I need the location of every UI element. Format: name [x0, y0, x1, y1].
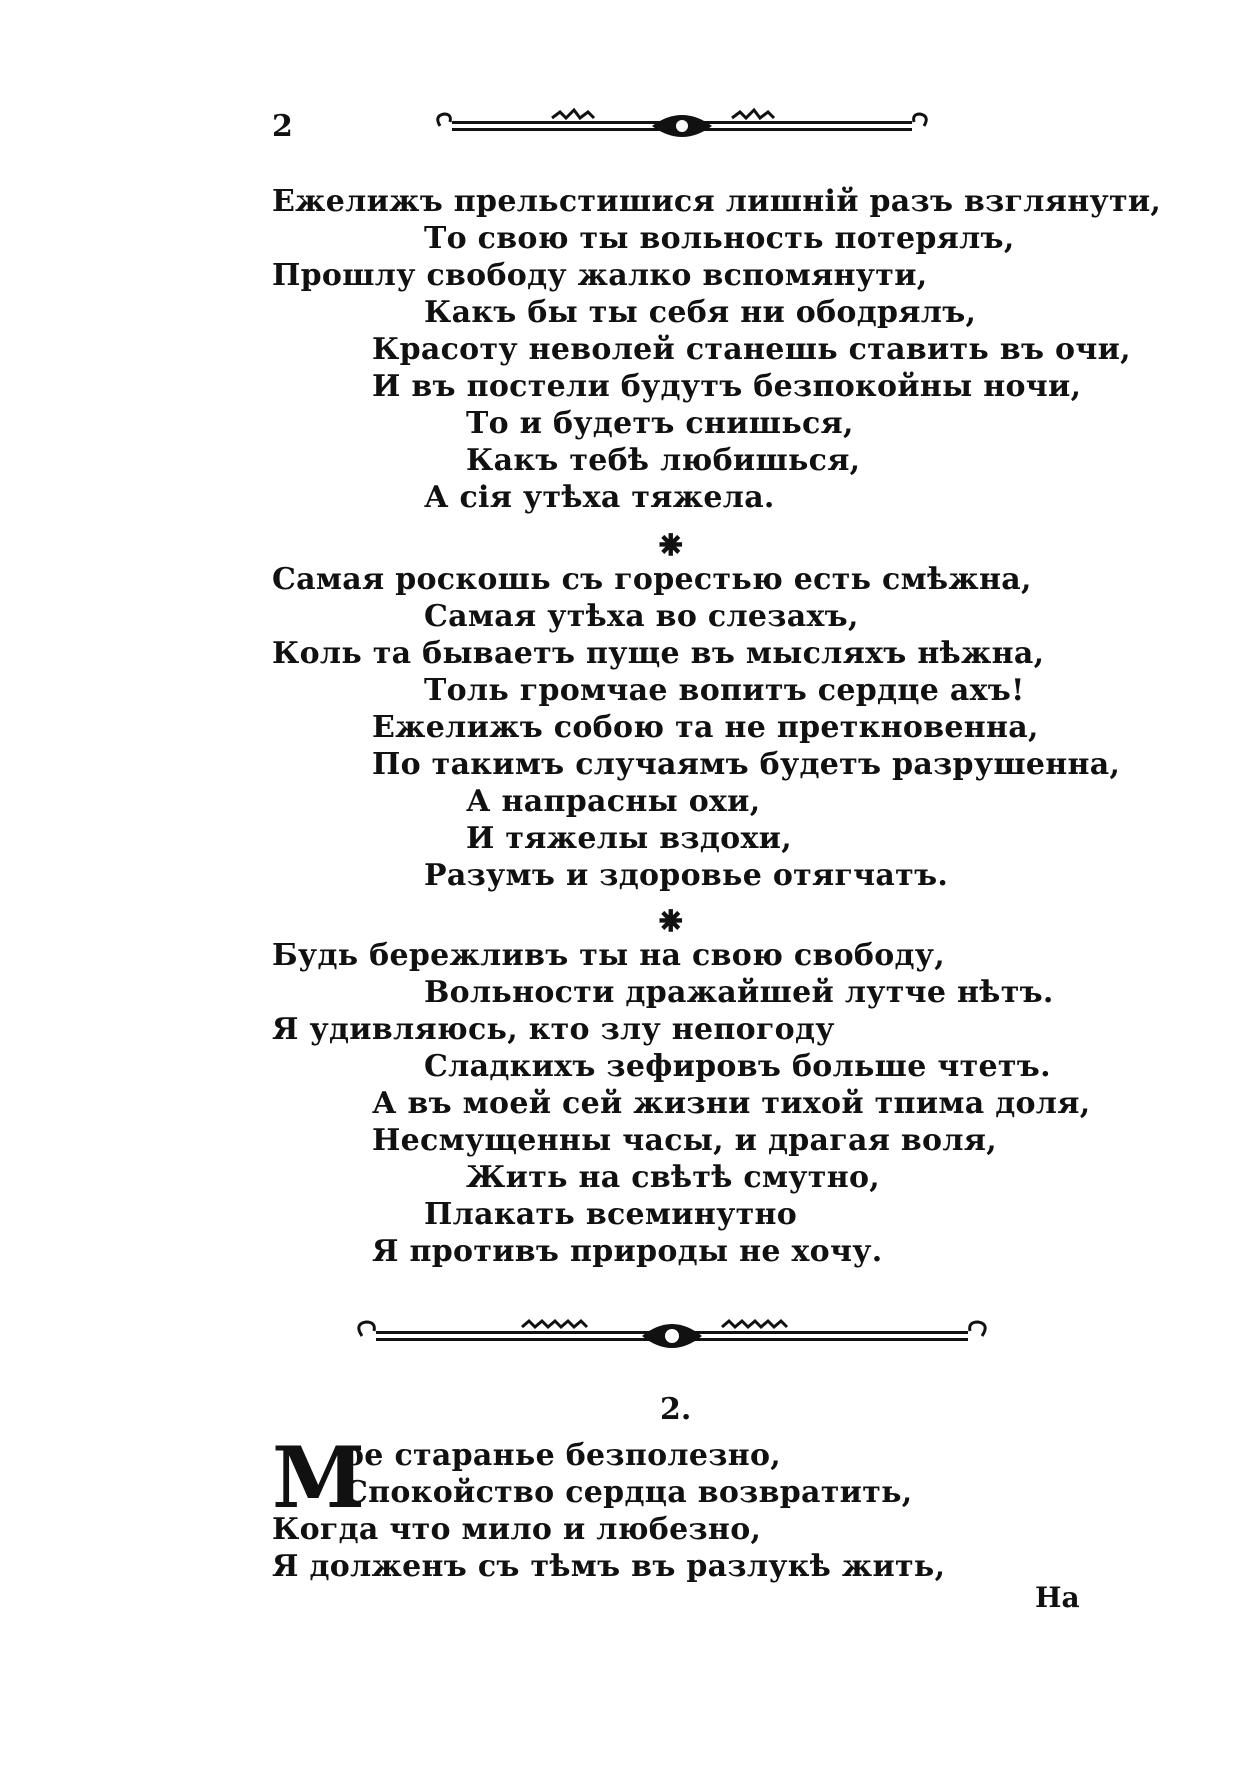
verse-line: Ежелижъ прельстишися лишній разъ взглянути, — [272, 184, 1162, 219]
verse-line: Будь бережливъ ты на свою свободу, — [272, 938, 946, 973]
verse-line: И тяжелы вздохи, — [466, 821, 792, 856]
verse-line: Коль та бываетъ пуще въ мысляхъ нѣжна, — [272, 636, 1045, 671]
verse-line: Я удивляюсь, кто злу непогоду — [272, 1012, 835, 1047]
verse-line: Ежелижъ собою та не преткновенна, — [372, 710, 1039, 745]
verse-line: А напрасны охи, — [466, 784, 761, 819]
verse-line: Толь громчае вопитъ сердце ахъ! — [424, 673, 1025, 708]
stanza-divider-star: ⁕ — [654, 898, 688, 945]
catchword: На — [1035, 1581, 1080, 1614]
page-number: 2 — [272, 109, 293, 144]
header-ornament — [432, 104, 932, 148]
verse-line: ое старанье безполезно, — [344, 1438, 782, 1473]
verse-line: Жить на свѣтѣ смутно, — [466, 1160, 881, 1195]
verse-line: Какъ тебѣ любишься, — [466, 443, 861, 478]
verse-line: По такимъ случаямъ будетъ разрушенна, — [372, 747, 1121, 782]
verse-line: Какъ бы ты себя ни ободрялъ, — [424, 295, 977, 330]
drop-cap: М — [272, 1428, 365, 1527]
verse-line: Разумъ и здоровье отягчатъ. — [424, 858, 949, 893]
verse-line: Несмущенны часы, и драгая воля, — [372, 1123, 998, 1158]
verse-line: Спокойство сердца возвратить, — [344, 1475, 913, 1510]
verse-line: Прошлу свободу жалко вспомянути, — [272, 258, 928, 293]
verse-line: Самая роскошь съ горестью есть смѣжна, — [272, 562, 1032, 597]
verse-line: Самая утѣха во слезахъ, — [424, 599, 859, 634]
verse-line: Красоту неволей станешь ставить въ очи, — [372, 332, 1131, 367]
verse-line: А въ моей сей жизни тихой тпима доля, — [372, 1086, 1091, 1121]
section-ornament — [352, 1312, 992, 1358]
verse-line: То свою ты вольность потерялъ, — [424, 221, 1015, 256]
stanza-divider-star: ⁕ — [654, 522, 688, 569]
song-number: 2. — [660, 1392, 692, 1427]
verse-line: А сія утѣха тяжела. — [424, 480, 775, 515]
verse-line: Я долженъ съ тѣмъ въ разлукѣ жить, — [272, 1549, 946, 1584]
verse-line: То и будетъ снишься, — [466, 406, 854, 441]
verse-line: Я противъ природы не хочу. — [372, 1234, 883, 1269]
verse-line: И въ постели будутъ безпокойны ночи, — [372, 369, 1082, 404]
verse-line: Плакать всеминутно — [424, 1197, 798, 1232]
verse-line: Когда что мило и любезно, — [272, 1512, 762, 1547]
verse-line: Сладкихъ зефировъ больше чтетъ. — [424, 1049, 1051, 1084]
verse-line: Вольности дражайшей лутче нѣтъ. — [424, 975, 1054, 1010]
